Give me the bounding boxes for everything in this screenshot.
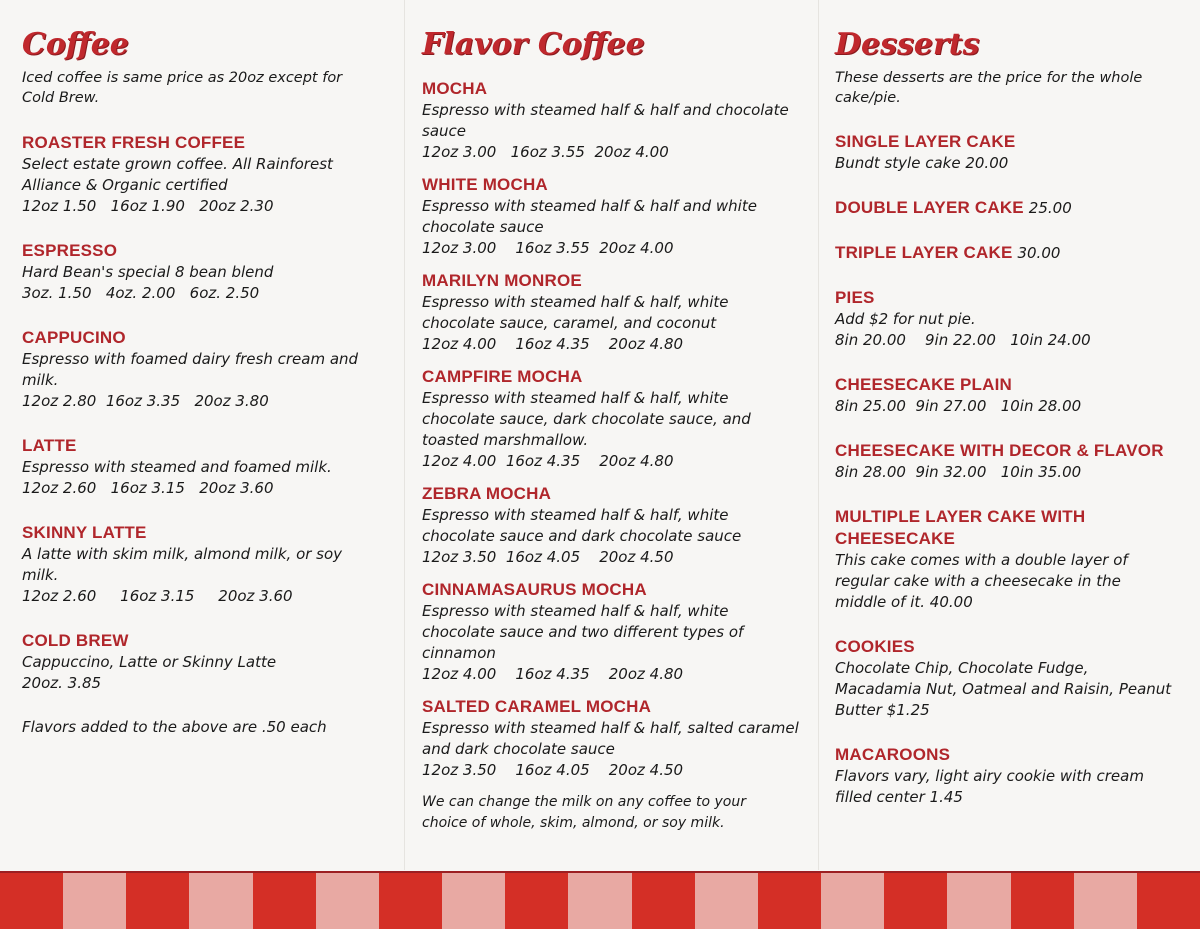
stripe-block bbox=[379, 873, 442, 929]
menu-item-name-text: TRIPLE LAYER CAKE bbox=[835, 243, 1013, 262]
stripe-block bbox=[189, 873, 252, 929]
menu-item-name-text: LATTE bbox=[22, 436, 77, 455]
menu-item-name bbox=[835, 506, 1175, 550]
menu-item-prices: 12oz 4.00 16oz 4.35 20oz 4.80 bbox=[422, 665, 684, 683]
menu-item-name-text: PIES bbox=[835, 288, 875, 307]
coffee-intro: Iced coffee is same price as 20oz except for Cold Brew. bbox=[22, 70, 343, 106]
menu-item-name-text: MACAROONS bbox=[835, 745, 951, 764]
menu-item-description: Espresso with steamed half & half, salted caramel and dark chocolate sauce bbox=[422, 719, 799, 758]
menu-item-description: Add $2 for nut pie. bbox=[835, 310, 976, 328]
menu-item bbox=[835, 506, 1175, 613]
menu-item-name-text: CHEESECAKE WITH DECOR & FLAVOR bbox=[835, 441, 1164, 460]
menu-item-name-text: DOUBLE LAYER CAKE bbox=[835, 198, 1024, 217]
menu-item-description: Espresso with steamed half & half and chocolate sauce bbox=[422, 101, 789, 140]
menu-item-description: Flavors vary, light airy cookie with cream filled center 1.45 bbox=[835, 767, 1144, 806]
menu-item-prices: 12oz 2.60 16oz 3.15 20oz 3.60 bbox=[22, 479, 274, 497]
menu-item-name bbox=[835, 636, 1175, 658]
menu-item-name-text: COOKIES bbox=[835, 637, 915, 656]
menu-item bbox=[835, 636, 1175, 721]
menu-item-prices: 8in 25.00 9in 27.00 10in 28.00 bbox=[835, 397, 1082, 415]
menu-item-prices: 12oz 2.80 16oz 3.35 20oz 3.80 bbox=[22, 392, 269, 410]
menu-item-name bbox=[422, 174, 802, 196]
menu-item bbox=[835, 440, 1175, 483]
coffee-title: Coffee bbox=[22, 27, 129, 62]
menu-item-description: Hard Bean's special 8 bean blend bbox=[22, 263, 274, 281]
stripe-border bbox=[0, 871, 1200, 929]
menu-item bbox=[835, 242, 1175, 264]
menu-item-name bbox=[22, 435, 372, 457]
menu-item bbox=[835, 374, 1175, 417]
flavor-coffee-items bbox=[422, 78, 818, 781]
menu-item-description: Select estate grown coffee. All Rainforest Alliance & Organic certified bbox=[22, 155, 333, 194]
stripe-block bbox=[126, 873, 189, 929]
stripe-block bbox=[442, 873, 505, 929]
menu-item bbox=[422, 174, 802, 259]
menu-item-name-text: WHITE MOCHA bbox=[422, 175, 548, 194]
menu-item-name-text: ZEBRA MOCHA bbox=[422, 484, 552, 503]
menu-item bbox=[835, 197, 1175, 219]
menu-item-description: Espresso with foamed dairy fresh cream and milk. bbox=[22, 350, 359, 389]
menu-item-description: Chocolate Chip, Chocolate Fudge, Macadamia Nut, Oatmeal and Raisin, Peanut Butter $1.25 bbox=[835, 659, 1172, 719]
menu-item-inline-price: 25.00 bbox=[1028, 199, 1072, 217]
menu-item-description: Espresso with steamed half & half and white chocolate sauce bbox=[422, 197, 757, 236]
coffee-footnote: Flavors added to the above are .50 each bbox=[22, 718, 327, 736]
coffee-items bbox=[22, 132, 405, 694]
menu-item-name-text: COLD BREW bbox=[22, 631, 129, 650]
menu-item-description: Espresso with steamed half & half, white chocolate sauce, dark chocolate sauce, and toasted marshmallow. bbox=[422, 389, 751, 449]
stripe-block bbox=[758, 873, 821, 929]
desserts-column bbox=[818, 0, 1200, 870]
menu-item-name-text: MOCHA bbox=[422, 79, 488, 98]
menu-item-name bbox=[835, 242, 1175, 264]
menu-item-prices: 8in 20.00 9in 22.00 10in 24.00 bbox=[835, 331, 1091, 349]
menu-item-prices: 12oz 3.50 16oz 4.05 20oz 4.50 bbox=[422, 548, 674, 566]
menu-item-name bbox=[835, 744, 1175, 766]
menu-item-name bbox=[22, 630, 372, 652]
stripe-block bbox=[632, 873, 695, 929]
menu-item-description: This cake comes with a double layer of regular cake with a cheesecake in the middle of it. 40.00 bbox=[835, 551, 1128, 611]
menu-item-name bbox=[422, 366, 802, 388]
menu-item-description: Espresso with steamed half & half, white chocolate sauce and two different types of cinnamon bbox=[422, 602, 744, 662]
menu-item bbox=[22, 132, 372, 217]
stripe-block bbox=[505, 873, 568, 929]
menu-item-prices: 20oz. 3.85 bbox=[22, 674, 102, 692]
stripe-block bbox=[568, 873, 631, 929]
flavor-coffee-title: Flavor Coffee bbox=[422, 27, 645, 62]
stripe-block bbox=[316, 873, 379, 929]
menu-item-description: Espresso with steamed half & half, white chocolate sauce and dark chocolate sauce bbox=[422, 506, 742, 545]
stripe-block bbox=[1011, 873, 1074, 929]
dessert-items bbox=[835, 131, 1200, 808]
menu-item-description: Cappuccino, Latte or Skinny Latte bbox=[22, 653, 277, 671]
menu-item bbox=[22, 327, 372, 412]
stripe-block bbox=[253, 873, 316, 929]
menu-item-name bbox=[835, 131, 1175, 153]
menu-item-name bbox=[835, 197, 1175, 219]
menu-item-name-text: CINNAMASAURUS MOCHA bbox=[422, 580, 647, 599]
menu-item-name-text: CAMPFIRE MOCHA bbox=[422, 367, 583, 386]
flavor-coffee-column bbox=[405, 0, 818, 870]
menu-item bbox=[835, 131, 1175, 174]
stripe-block bbox=[947, 873, 1010, 929]
flavor-footnote: We can change the milk on any coffee to your choice of whole, skim, almond, or soy milk. bbox=[422, 794, 746, 831]
menu-item-name bbox=[422, 696, 802, 718]
menu-item-prices: 12oz 3.50 16oz 4.05 20oz 4.50 bbox=[422, 761, 684, 779]
menu-item-prices: 12oz 1.50 16oz 1.90 20oz 2.30 bbox=[22, 197, 274, 215]
menu-item-name-text: ROASTER FRESH COFFEE bbox=[22, 133, 246, 152]
menu-item-description: Bundt style cake 20.00 bbox=[835, 154, 1009, 172]
menu-item bbox=[422, 78, 802, 163]
menu-item-description: Espresso with steamed and foamed milk. bbox=[22, 458, 332, 476]
menu-item-name bbox=[422, 270, 802, 292]
menu-item bbox=[422, 483, 802, 568]
menu-item bbox=[422, 579, 802, 685]
menu-item-description: A latte with skim milk, almond milk, or soy milk. bbox=[22, 545, 343, 584]
menu-item bbox=[22, 630, 372, 694]
menu-item-name bbox=[422, 78, 802, 100]
menu-item-name-text: ESPRESSO bbox=[22, 241, 118, 260]
menu-item-prices: 12oz 4.00 16oz 4.35 20oz 4.80 bbox=[422, 452, 674, 470]
menu-item bbox=[835, 744, 1175, 808]
menu-item bbox=[835, 287, 1175, 351]
menu-item-name bbox=[835, 374, 1175, 396]
menu-item-prices: 12oz 4.00 16oz 4.35 20oz 4.80 bbox=[422, 335, 684, 353]
menu-item-name-text: SKINNY LATTE bbox=[22, 523, 147, 542]
menu-item-name bbox=[422, 483, 802, 505]
coffee-column bbox=[0, 0, 405, 870]
menu-item-name bbox=[22, 240, 372, 262]
stripe-block bbox=[0, 873, 63, 929]
menu-item-name-text: CHEESECAKE PLAIN bbox=[835, 375, 1013, 394]
menu-item-name-text: MULTIPLE LAYER CAKE WITH CHEESECAKE bbox=[835, 507, 1086, 548]
stripe-block bbox=[63, 873, 126, 929]
stripe-block bbox=[1137, 873, 1200, 929]
menu-item-name bbox=[22, 327, 372, 349]
menu-item bbox=[22, 240, 372, 304]
menu-item-inline-price: 30.00 bbox=[1017, 244, 1061, 262]
menu-item-name bbox=[22, 522, 372, 544]
menu-item-description: Espresso with steamed half & half, white chocolate sauce, caramel, and coconut bbox=[422, 293, 729, 332]
menu-item-name bbox=[835, 287, 1175, 309]
menu-item-prices: 12oz 2.60 16oz 3.15 20oz 3.60 bbox=[22, 587, 293, 605]
stripe-block bbox=[695, 873, 758, 929]
desserts-title: Desserts bbox=[835, 27, 980, 62]
stripe-block bbox=[884, 873, 947, 929]
menu-item-name-text: SINGLE LAYER CAKE bbox=[835, 132, 1016, 151]
stripe-block bbox=[1074, 873, 1137, 929]
menu-item-name bbox=[422, 579, 802, 601]
menu-item bbox=[422, 366, 802, 472]
menu-item-name-text: MARILYN MONROE bbox=[422, 271, 582, 290]
menu-item-name bbox=[835, 440, 1175, 462]
menu-item-prices: 3oz. 1.50 4oz. 2.00 6oz. 2.50 bbox=[22, 284, 260, 302]
menu-item-name-text: CAPPUCINO bbox=[22, 328, 126, 347]
stripe-block bbox=[821, 873, 884, 929]
menu-item-prices: 12oz 3.00 16oz 3.55 20oz 4.00 bbox=[422, 143, 669, 161]
menu-item bbox=[422, 696, 802, 781]
menu-item-name bbox=[22, 132, 372, 154]
menu-item-prices: 8in 28.00 9in 32.00 10in 35.00 bbox=[835, 463, 1082, 481]
menu-item-prices: 12oz 3.00 16oz 3.55 20oz 4.00 bbox=[422, 239, 674, 257]
menu-item bbox=[22, 522, 372, 607]
menu-item bbox=[22, 435, 372, 499]
menu-item bbox=[422, 270, 802, 355]
desserts-intro: These desserts are the price for the whole cake/pie. bbox=[835, 70, 1143, 106]
menu-item-name-text: SALTED CARAMEL MOCHA bbox=[422, 697, 652, 716]
